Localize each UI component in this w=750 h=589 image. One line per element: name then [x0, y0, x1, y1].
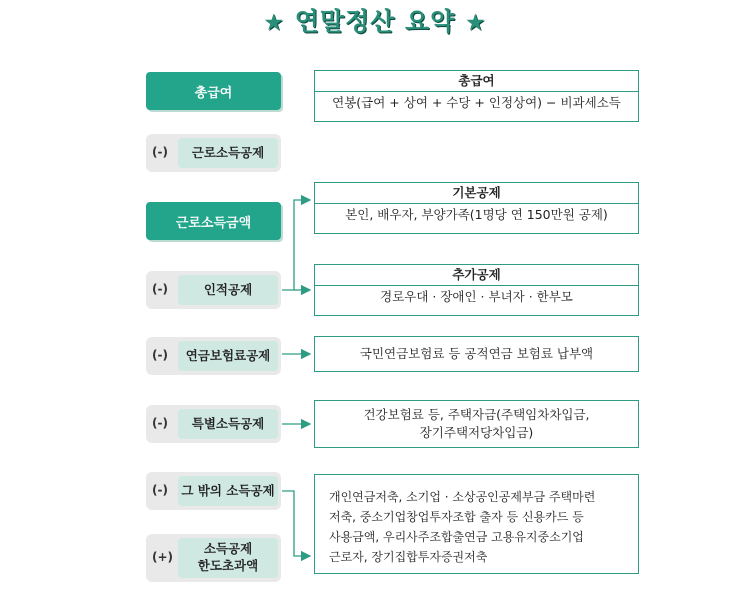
special-detail-line-1: 건강보험료 등, 주택자금(주택임차차입금, [363, 406, 590, 422]
other-detail-line-2: 저축, 중소기업창업투자조합 출자 등 신용카드 등 [329, 510, 584, 524]
special-detail-box [314, 400, 639, 448]
plus-sign: (+) [152, 550, 174, 564]
pension-deduction-label: 연금보험료공제 [178, 341, 278, 371]
additional-deduction-head: 추가공제 [315, 265, 638, 286]
gross-pay-detail-head: 총급여 [315, 71, 638, 92]
basic-deduction-body: 본인, 배우자, 부양가족(1명당 연 150만원 공제) [345, 207, 608, 222]
gross-pay-label: 총급여 [194, 85, 233, 101]
star-icon: ★ [263, 10, 285, 36]
special-deduction-label: 특별소득공제 [178, 409, 278, 439]
gross-pay-detail-body: 연봉(급여 + 상여 + 수당 + 인정상여) − 비과세소득 [332, 95, 621, 110]
earned-income-amount-block [146, 202, 281, 240]
additional-deduction-box [314, 264, 639, 316]
other-detail-line-4: 근로자, 장기집합투자증권저축 [329, 550, 488, 564]
other-detail-line-1: 개인연금저축, 소기업 · 소상공인공제부금 주택마련 [329, 490, 596, 504]
excess-limit-label [178, 538, 278, 578]
other-detail-line-3: 사용금액, 우리사주조합출연금 고용유지중소기업 [329, 530, 584, 544]
minus-sign: (-) [152, 282, 168, 296]
basic-deduction-head: 기본공제 [315, 183, 638, 204]
other-detail-box [314, 474, 639, 574]
excess-limit-line-1: 소득공제 [203, 541, 253, 557]
minus-sign: (-) [152, 416, 168, 430]
special-detail-line-2: 장기주택저당차입금) [419, 425, 534, 440]
personal-deduction-label: 인적공제 [178, 275, 278, 305]
star-icon: ★ [465, 10, 487, 36]
earned-income-deduction-label: 근로소득공제 [178, 138, 278, 168]
additional-deduction-body: 경로우대 · 장애인 · 부녀자 · 한부모 [380, 289, 573, 304]
gross-pay-block [146, 72, 281, 110]
minus-sign: (-) [152, 483, 168, 497]
title-text: 연말정산 요약 [294, 7, 456, 36]
pension-detail-box [314, 336, 639, 372]
other-deduction-label: 그 밖의 소득공제 [178, 476, 278, 506]
gross-pay-detail-box [314, 70, 639, 122]
pension-detail-text: 국민연금보험료 등 공적연금 보험료 납부액 [359, 345, 594, 361]
earned-income-amount-label: 근로소득금액 [175, 215, 252, 231]
excess-limit-line-2: 한도초과액 [197, 558, 259, 573]
basic-deduction-box [314, 182, 639, 234]
minus-sign: (-) [152, 348, 168, 362]
minus-sign: (-) [152, 145, 168, 159]
